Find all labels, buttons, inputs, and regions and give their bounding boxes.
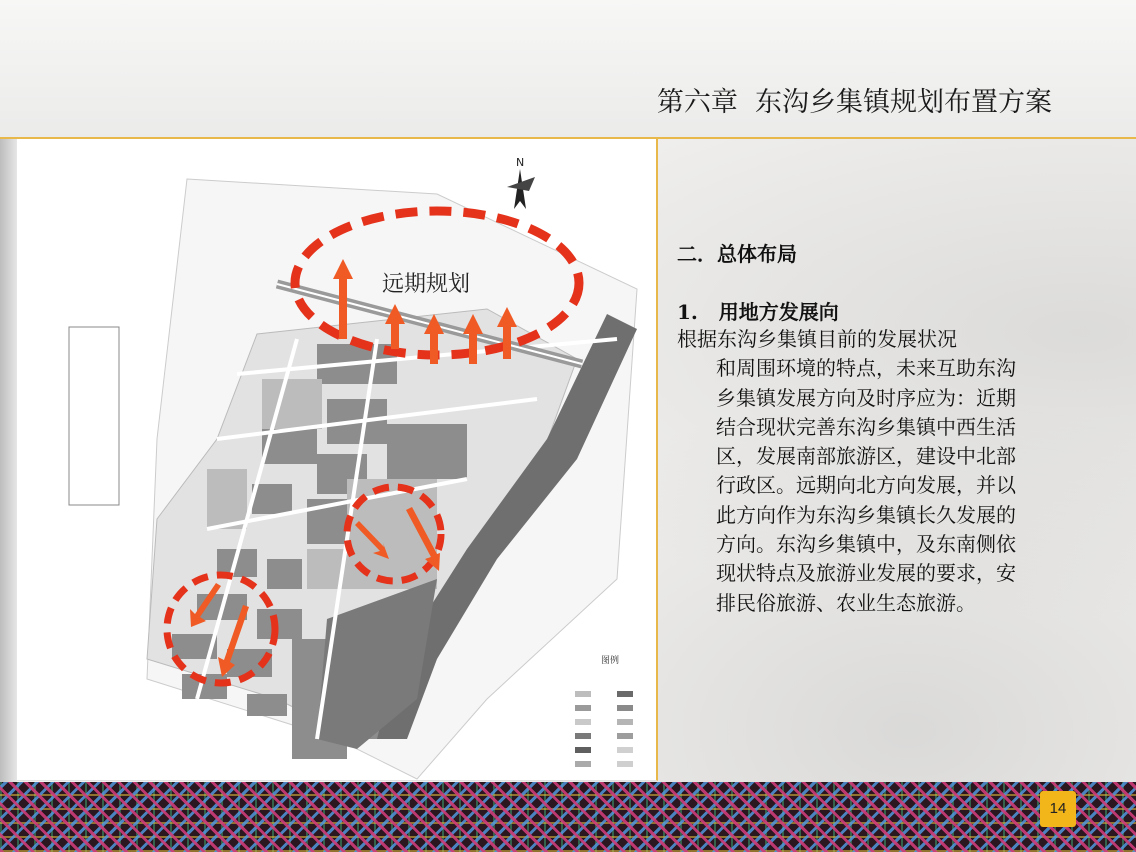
paragraph-continuation: 和周围环境的特点，未来互助东沟乡集镇发展方向及时序应为：近期结合现状完善东沟乡集镇中西生活区，发展南部旅游区，建设中北部行政区。远期向北方向发展，并以此方向作为东沟乡集镇长久发展的方向。东沟乡集镇中，及东南侧依现状特点及旅游业发展的要求，安排民俗旅游、农业生态旅游。 (716, 356, 1016, 615)
long-term-label: 远期规划 (382, 272, 471, 297)
north-label: N (516, 156, 525, 169)
section-heading: 二．总体布局 (677, 242, 797, 266)
page-title: 第六章 东沟乡集镇规划布置方案 (656, 87, 1052, 118)
left-plot (69, 327, 119, 505)
planning-map (17, 139, 658, 781)
planning-map-drawing (17, 139, 656, 780)
paragraph-first-line: 根据东沟乡集镇目前的发展状况 (677, 327, 957, 351)
ethnic-pattern-band (0, 782, 1136, 852)
body-paragraph (677, 325, 1022, 618)
legend-title: 图例 (601, 656, 620, 666)
page-number: 14 (1040, 791, 1076, 827)
map-legend (575, 691, 633, 767)
subheading: 1. 用地方发展向 (677, 300, 839, 324)
left-edge-decoration (0, 139, 17, 782)
